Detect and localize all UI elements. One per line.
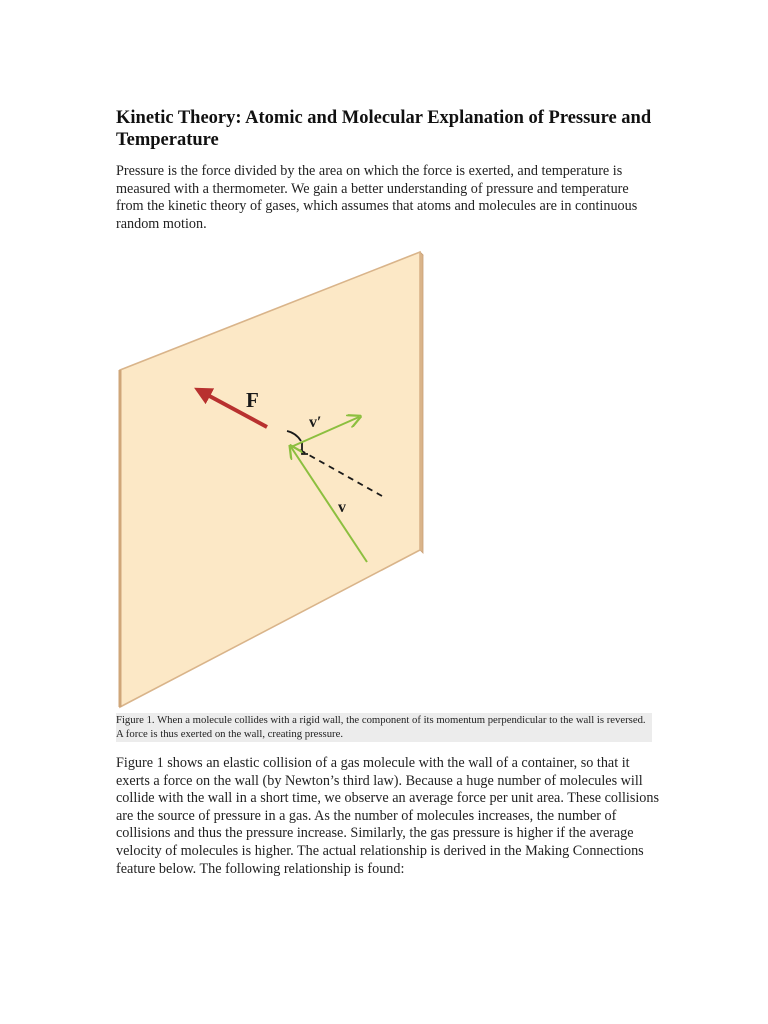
page-title: Kinetic Theory: Atomic and Molecular Explanation of Pressure and Temperature (116, 108, 652, 150)
intro-paragraph: Pressure is the force divided by the area on which the force is exerted, and temperature is measured with a thermometer. We gain a better understanding of pressure and temperature from the kinetic theory of gases, which assumes that atoms and molecules are in continuous random motion. (116, 163, 638, 232)
body-paragraph: Figure 1 shows an elastic collision of a gas molecule with the wall of a container, so that it exerts a force on the wall (by Newton’s third law). Because a huge number of molecules will collide with the wall in a short time, we observe an average force per unit area. These collisions are the source of pressure in a gas. As the number of molecules increases, the number of collisions and thus the pressure increase. Similarly, the gas pressure is higher if the average velocity of molecules is higher. The actual relationship is derived in the Making Connections feature below. The following relationship is found: (116, 755, 660, 877)
force-label: F (246, 388, 259, 412)
figure-1 (110, 245, 440, 715)
incoming-velocity-label: v (338, 499, 346, 516)
wall-collision-diagram (110, 245, 440, 715)
wall-panel (120, 252, 423, 707)
reflected-velocity-label: v′ (309, 414, 322, 431)
figure-caption: Figure 1. When a molecule collides with a rigid wall, the component of its momentum perpendicular to the wall is reversed. A force is thus exerted on the wall, creating pressure. (116, 713, 652, 742)
